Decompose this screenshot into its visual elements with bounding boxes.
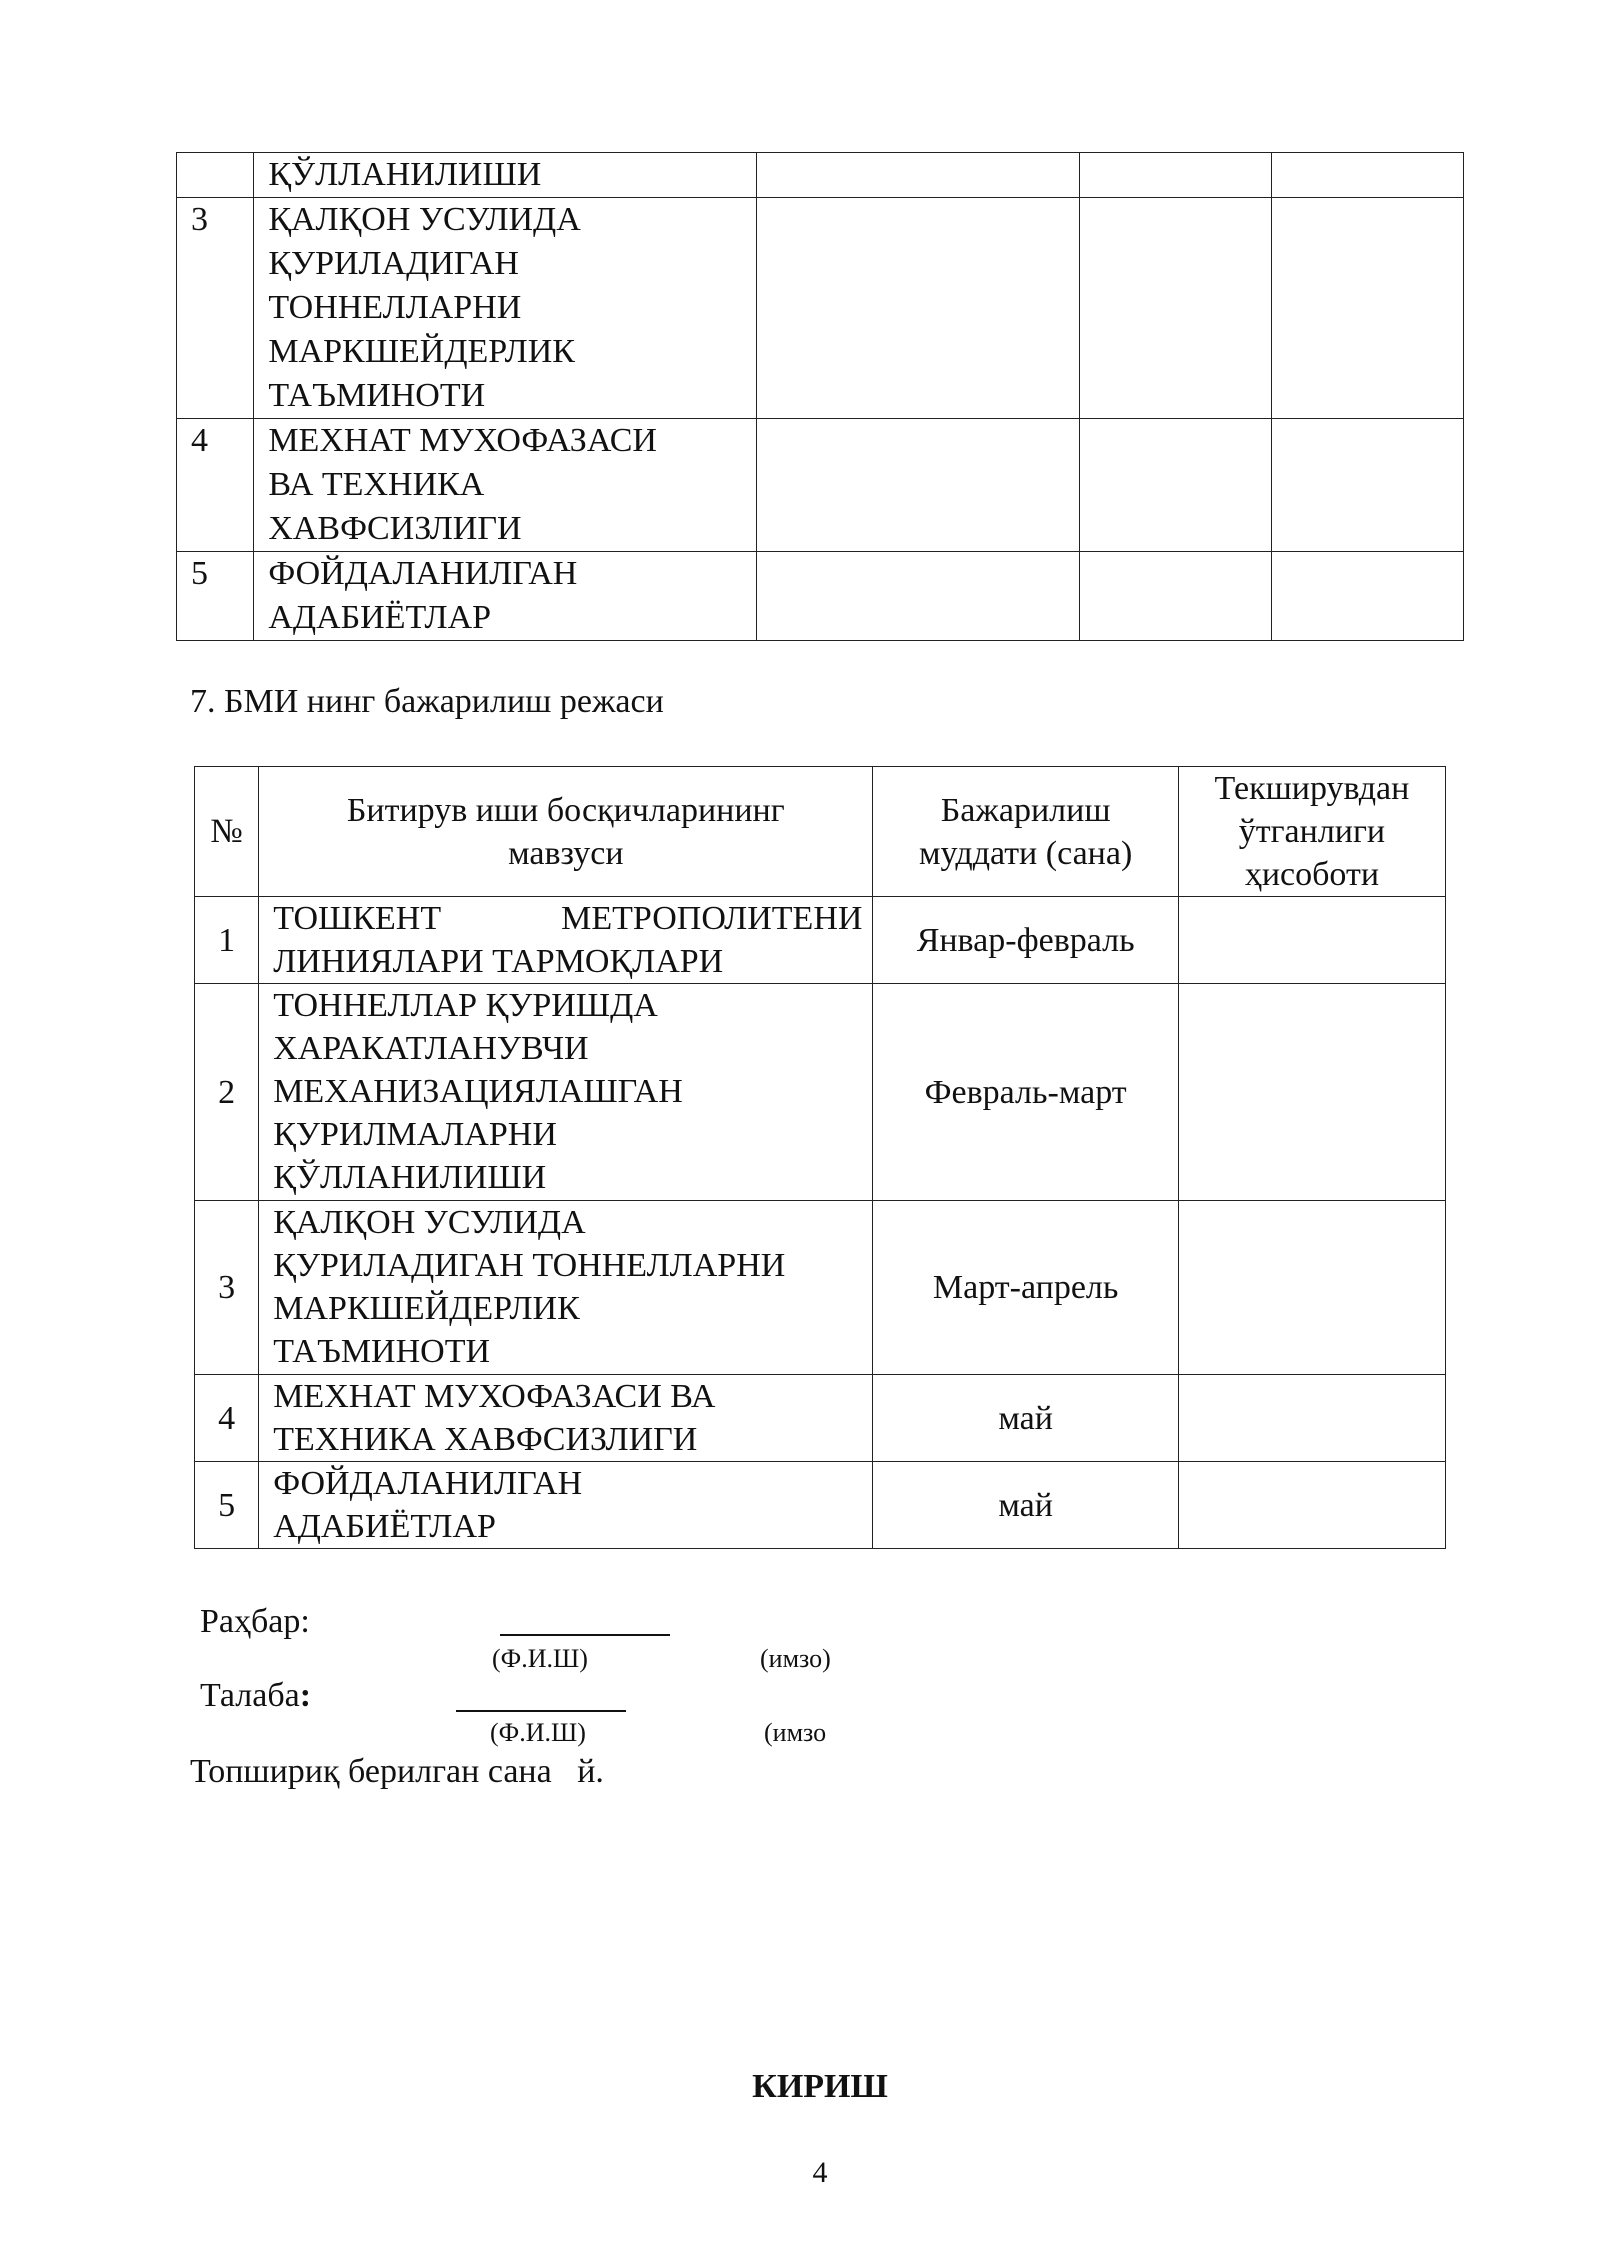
table-row [195,984,1446,1201]
empty-cell [1079,552,1271,641]
student-signature-line [456,1710,626,1712]
table-row [177,552,1464,641]
row-number: 2 [195,984,259,1201]
header-check: Текширувдан ўтганлиги ҳисоботи [1178,767,1445,897]
row-check [1178,1375,1445,1462]
empty-cell [1079,153,1271,198]
row-number [177,153,254,198]
empty-cell [1271,419,1463,552]
table-row [195,897,1446,984]
row-date: Январ-февраль [873,897,1178,984]
row-topic: МЕХНАТ МУХОФАЗАСИ ВА ТЕХНИКА ХАВФСИЗЛИГИ [254,419,756,552]
empty-cell [1271,198,1463,419]
row-date: май [873,1375,1178,1462]
table-row [195,1462,1446,1549]
table-header-row [195,767,1446,897]
row-topic: ҚАЛҚОН УСУЛИДА ҚУРИЛАДИГАН ТОННЕЛЛАРНИ МАРКШЕЙДЕРЛИК ТАЪМИНОТИ [259,1201,873,1375]
empty-cell [1079,198,1271,419]
student-sign-caption: (имзо [764,1718,827,1747]
row-date: май [873,1462,1178,1549]
supervisor-label: Раҳбар: [200,1603,310,1640]
empty-cell [756,198,1079,419]
supervisor-sign-caption: (имзо) [760,1644,831,1673]
row-number: 3 [177,198,254,419]
table-row [177,153,1464,198]
page-number: 4 [812,2156,828,2189]
empty-cell [756,419,1079,552]
row-check [1178,1462,1445,1549]
supervisor-name-caption: (Ф.И.Ш) [492,1644,588,1673]
row-number: 4 [195,1375,259,1462]
empty-cell [1271,153,1463,198]
row-check [1178,1201,1445,1375]
table-row [177,419,1464,552]
row-topic: ТОННЕЛЛАР ҚУРИШДА ХАРАКАТЛАНУВЧИ МЕХАНИЗАЦИЯЛАШГАН ҚУРИЛМАЛАРНИ ҚЎЛЛАНИЛИШИ [259,984,873,1201]
row-check [1178,984,1445,1201]
section-title: 7. БМИ нинг бажарилиш режаси [190,683,664,720]
row-number: 3 [195,1201,259,1375]
row-number: 5 [195,1462,259,1549]
row-number: 5 [177,552,254,641]
work-plan-table [194,766,1446,1549]
student-label: Талаба: [200,1677,312,1714]
row-number: 1 [195,897,259,984]
empty-cell [1079,419,1271,552]
table-row [195,1375,1446,1462]
row-check [1178,897,1445,984]
header-topic: Битирув иши босқичларининг мавзуси [259,767,873,897]
assignment-date: Топшириқ берилган сана й. [190,1753,604,1790]
empty-cell [1271,552,1463,641]
table-row [177,198,1464,419]
student-name-caption: (Ф.И.Ш) [490,1718,586,1747]
row-topic: ТОШКЕНТ МЕТРОПОЛИТЕНИ ЛИНИЯЛАРИ ТАРМОҚЛАРИ [259,897,873,984]
header-date: Бажарилиш муддати (сана) [873,767,1178,897]
row-topic: ФОЙДАЛАНИЛГАН АДАБИЁТЛАР [259,1462,873,1549]
empty-cell [756,552,1079,641]
table-row [195,1201,1446,1375]
header-number: № [195,767,259,897]
row-topic: МЕХНАТ МУХОФАЗАСИ ВА ТЕХНИКА ХАВФСИЗЛИГИ [259,1375,873,1462]
row-topic: ҚЎЛЛАНИЛИШИ [254,153,756,198]
row-number: 4 [177,419,254,552]
row-date: Февраль-март [873,984,1178,1201]
row-topic: ҚАЛҚОН УСУЛИДА ҚУРИЛАДИГАН ТОННЕЛЛАРНИ МАРКШЕЙДЕРЛИК ТАЪМИНОТИ [254,198,756,419]
introduction-heading: КИРИШ [752,2068,888,2105]
supervisor-signature-line [500,1634,670,1636]
empty-cell [756,153,1079,198]
assignment-content-table [176,152,1464,641]
row-date: Март-апрель [873,1201,1178,1375]
row-topic: ФОЙДАЛАНИЛГАН АДАБИЁТЛАР [254,552,756,641]
